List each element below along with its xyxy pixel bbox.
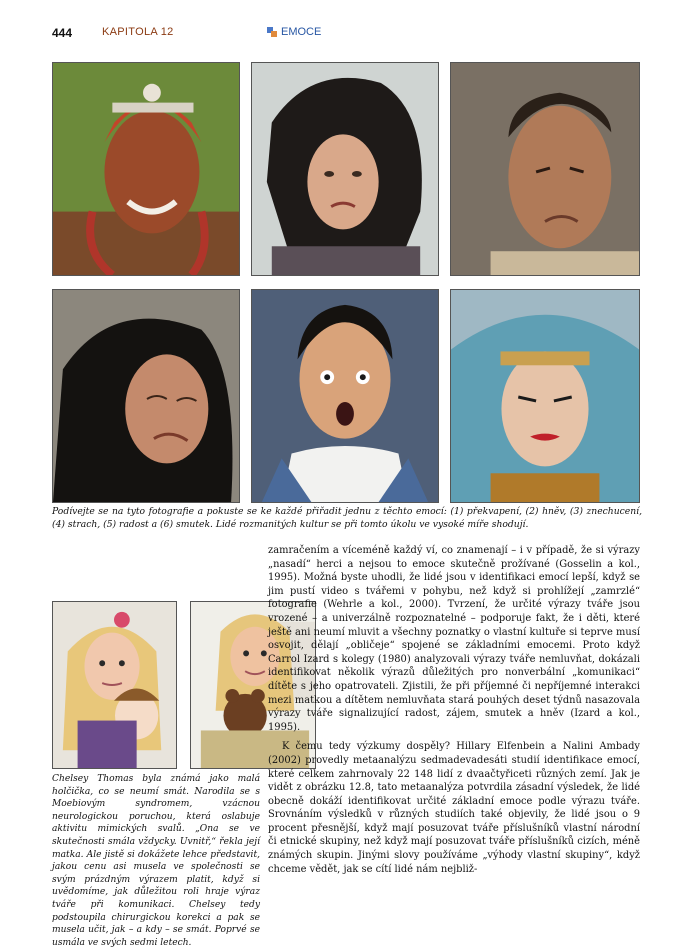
section-label: EMOCE [281,26,322,38]
photo-man-surprise [251,289,439,503]
photo-woman-veil-anger [450,289,640,503]
page-number: 444 [52,26,73,40]
running-header [52,26,652,42]
chapter-label: KAPITOLA 12 [102,26,174,38]
photo-caption-chelsey: Chelsey Thomas byla známá jako malá holčička, co se neumí smát. Narodila se s Moebiovým syndromem, vzácnou neurologickou poruchou, která oslabuje aktivitu mimických svalů. „Ona se ve skutečnosti smála vždycky. Uvnitř,“ řekla její matka. Ale jistě si dokážete lehce představit, jakou cenu asi musela ve společnosti se svým prázdným výrazem platit, když si uvědomíme, jak důležitou roli hraje výraz tváře při komunikaci. Chelsey tedy podstoupila chirurgickou korekci a pak se musela učit, jak – a kdy – se smát. Poprvé se usmála ve svých sedmi letech. [52,774,260,948]
photo-woman-fear [251,62,439,276]
body-text [268,544,640,876]
photo-woman-sad-scarf [52,289,240,503]
body-paragraph-2: K čemu tedy výzkumy dospěly? Hillary Elfenbein a Nalini Ambady (2002) provedly metaanalýzu sedmadevadesáti studií identifikace emocí, které celkem zahrnovaly 22 148 lidí z dvaačtyřiceti různých zemí. Jak je vidět z obrázku 12.8, tato metaanalýza potvrdila zásadní výsledek, že lidé obecně dokáží identifikovat určité základní emoce podle výrazu tváře. Srovnáním výsledků v různých studiích také objevily, že lidé jsou o 9 procent přesnější, když mají posuzovat tváře příslušníků vlastní národní či etnické skupiny, než když mají posuzovat tváře příslušníků cizích, méně známých skupin. Jinými slovy používáme „výhody vlastní skupiny“, když chceme vědět, jak se cítí lidé nám nejbliž- [268,741,640,875]
photo-girl-with-doll [52,601,177,769]
photo-man-disgust [450,62,640,276]
photo-maasai-man [52,62,240,276]
section-marker-icon [267,27,277,37]
figure-caption: Podívejte se na tyto fotografie a pokuste se ke každé přiřadit jednu z těchto emocí: (1) překvapení, (2) hněv, (3) znechucení, (4) strach, (5) radost a (6) smutek. Lidé rozmanitých kultur se při tomto úkolu ve vysoké míře shodují. [52,506,642,530]
body-paragraph-1: zamračením a víceméně každý ví, co znamenají – i v případě, že si výrazy „nasadí“ herci a nejsou to emoce skutečně prožívané (Gosselin a kol., 1995). Možná byste uhodli, že lidé jsou v identifikaci emocí lepší, když se jim pustí video s tvářemi v pohybu, než když si prohlížejí „zamrzlé“ fotografie (Wehrle a kol., 2000). Tvrzení, že určité výrazy tváře jsou vrozené – a univerzálně rozpoznatelné – podporuje fakt, že i děti, které ještě ani neumí mluvit a všechny poznatky o vlastní kultuře si teprve musí osvojit, dělají „obličeje“ spojené se základními emocemi. Proto když Carrol Izard s kolegy (1980) analyzovali výrazy tváře nemluvňat, dokázali identifikovat několik výrazů důležitých pro nonverbální „komunikaci“ dítěte s jeho opatrovateli. Zjistili, že při příjemné či nepříjemné interakci mezi matkou a dítětem nemluvňata stará pouhých deset týdnů nasazovala výrazy tváře signalizující radost, zájem, smutek a hněv (Izard a kol., 1995). [268,545,640,733]
